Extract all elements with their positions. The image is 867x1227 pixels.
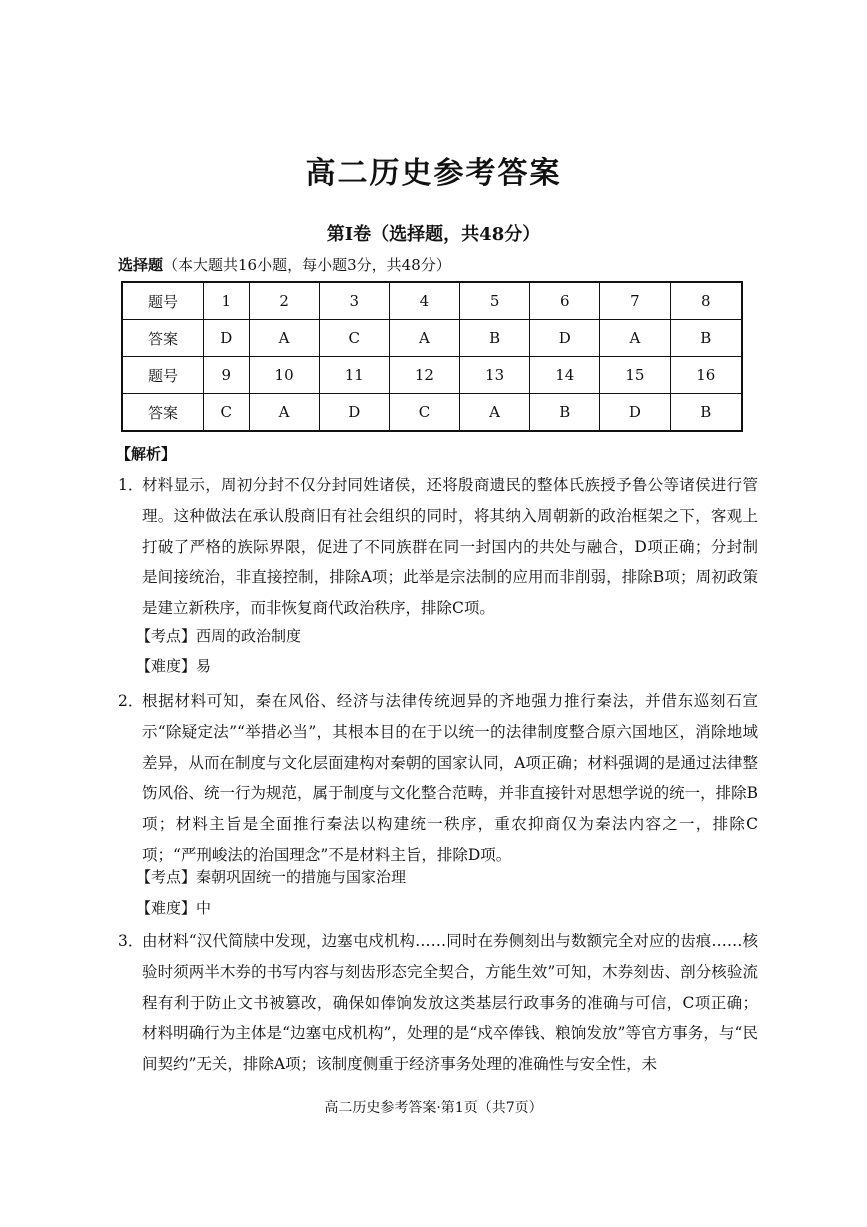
table-cell: 5 xyxy=(460,282,530,320)
table-row xyxy=(122,282,742,320)
table-cell: A xyxy=(600,320,670,357)
page-footer: 高二历史参考答案·第1页（共7页） xyxy=(324,1100,543,1116)
table-cell: 16 xyxy=(670,357,742,394)
table-cell: 1 xyxy=(204,282,250,320)
item-1-nandu: 【难度】易 xyxy=(136,657,212,675)
item-number: 3． xyxy=(118,932,144,950)
table-row-header: 题号 xyxy=(122,282,204,320)
page-title: 高二历史参考答案 xyxy=(305,156,562,191)
table-cell: C xyxy=(389,394,459,432)
table-cell: A xyxy=(389,320,459,357)
table-row-header: 答案 xyxy=(122,320,204,357)
section-note-label: 选择题 xyxy=(118,256,164,274)
table-cell: D xyxy=(204,320,250,357)
table-row xyxy=(122,320,742,357)
answer-table xyxy=(121,281,743,432)
table-cell: 2 xyxy=(249,282,319,320)
item-2-nandu: 【难度】中 xyxy=(136,899,212,917)
table-cell: 7 xyxy=(600,282,670,320)
table-cell: 4 xyxy=(389,282,459,320)
item-number: 1． xyxy=(118,476,144,494)
table-cell: C xyxy=(204,394,250,432)
table-cell: 11 xyxy=(319,357,389,394)
item-number: 2． xyxy=(118,692,144,710)
item-text: 根据材料可知，秦在风俗、经济与法律传统迥异的齐地强力推行秦法，并借东巡刻石宣示“除疑定法”“举措必当”，其根本目的在于以统一的法律制度整合原六国地区，消除地域差异，从而在制度与文化层面建构对秦朝的国家认同，A项正确；材料强调的是通过法律整饬风俗、统一行为规范，属于制度与文化整合范畴，并非直接针对思想学说的统一，排除B项；材料主旨是全面推行秦法以构建统一秩序，重农抑商仅为秦法内容之一，排除C项；“严刑峻法的治国理念”不是材料主旨，排除D项。 xyxy=(142,692,758,864)
table-cell: B xyxy=(460,320,530,357)
table-cell: A xyxy=(460,394,530,432)
table-row xyxy=(122,394,742,432)
table-cell: B xyxy=(670,394,742,432)
table-cell: 15 xyxy=(600,357,670,394)
analysis-label: 【解析】 xyxy=(116,445,177,463)
table-cell: 3 xyxy=(319,282,389,320)
table-cell: 8 xyxy=(670,282,742,320)
table-cell: 12 xyxy=(389,357,459,394)
item-text: 材料显示，周初分封不仅分封同姓诸侯，还将殷商遗民的整体氏族授予鲁公等诸侯进行管理。这种做法在承认殷商旧有社会组织的同时，将其纳入周朝新的政治框架之下，客观上打破了严格的族际界限，促进了不同族群在同一封国内的共处与融合，D项正确；分封制是间接统治，非直接控制，排除A项；此举是宗法制的应用而非削弱，排除B项；周初政策是建立新秩序，而非恢复商代政治秩序，排除C项。 xyxy=(142,476,758,618)
table-cell: 14 xyxy=(530,357,600,394)
table-cell: 10 xyxy=(249,357,319,394)
section-note xyxy=(118,254,451,275)
section-title: 第Ⅰ卷（选择题，共48分） xyxy=(326,224,541,245)
table-cell: B xyxy=(530,394,600,432)
analysis-item-1 xyxy=(118,470,758,624)
item-text: 由材料“汉代简牍中发现，边塞屯戍机构……同时在券侧刻出与数额完全对应的齿痕……核验时须两半木券的书写内容与刻齿形态完全契合，方能生效”可知，木券刻齿、剖分核验流程有利于防止文书被篡改，确保如俸饷发放这类基层行政事务的准确与可信，C项正确；材料明确行为主体是“边塞屯戍机构”，处理的是“戍卒俸钱、粮饷发放”等官方事务，与“民间契约”无关，排除A项；该制度侧重于经济事务处理的准确性与安全性，未 xyxy=(142,932,758,1074)
table-row-header: 答案 xyxy=(122,394,204,432)
table-cell: 9 xyxy=(204,357,250,394)
table-cell: D xyxy=(600,394,670,432)
table-cell: A xyxy=(249,320,319,357)
table-cell: 6 xyxy=(530,282,600,320)
table-row xyxy=(122,357,742,394)
table-cell: D xyxy=(530,320,600,357)
table-cell: D xyxy=(319,394,389,432)
analysis-item-3 xyxy=(118,926,758,1080)
table-row-header: 题号 xyxy=(122,357,204,394)
section-note-detail: （本大题共16小题，每小题3分，共48分） xyxy=(163,256,451,274)
item-1-kaodian: 【考点】西周的政治制度 xyxy=(136,627,302,645)
analysis-item-2 xyxy=(118,686,758,871)
table-cell: C xyxy=(319,320,389,357)
table-cell: A xyxy=(249,394,319,432)
table-cell: B xyxy=(670,320,742,357)
table-cell: 13 xyxy=(460,357,530,394)
item-2-kaodian: 【考点】秦朝巩固统一的措施与国家治理 xyxy=(136,868,407,886)
